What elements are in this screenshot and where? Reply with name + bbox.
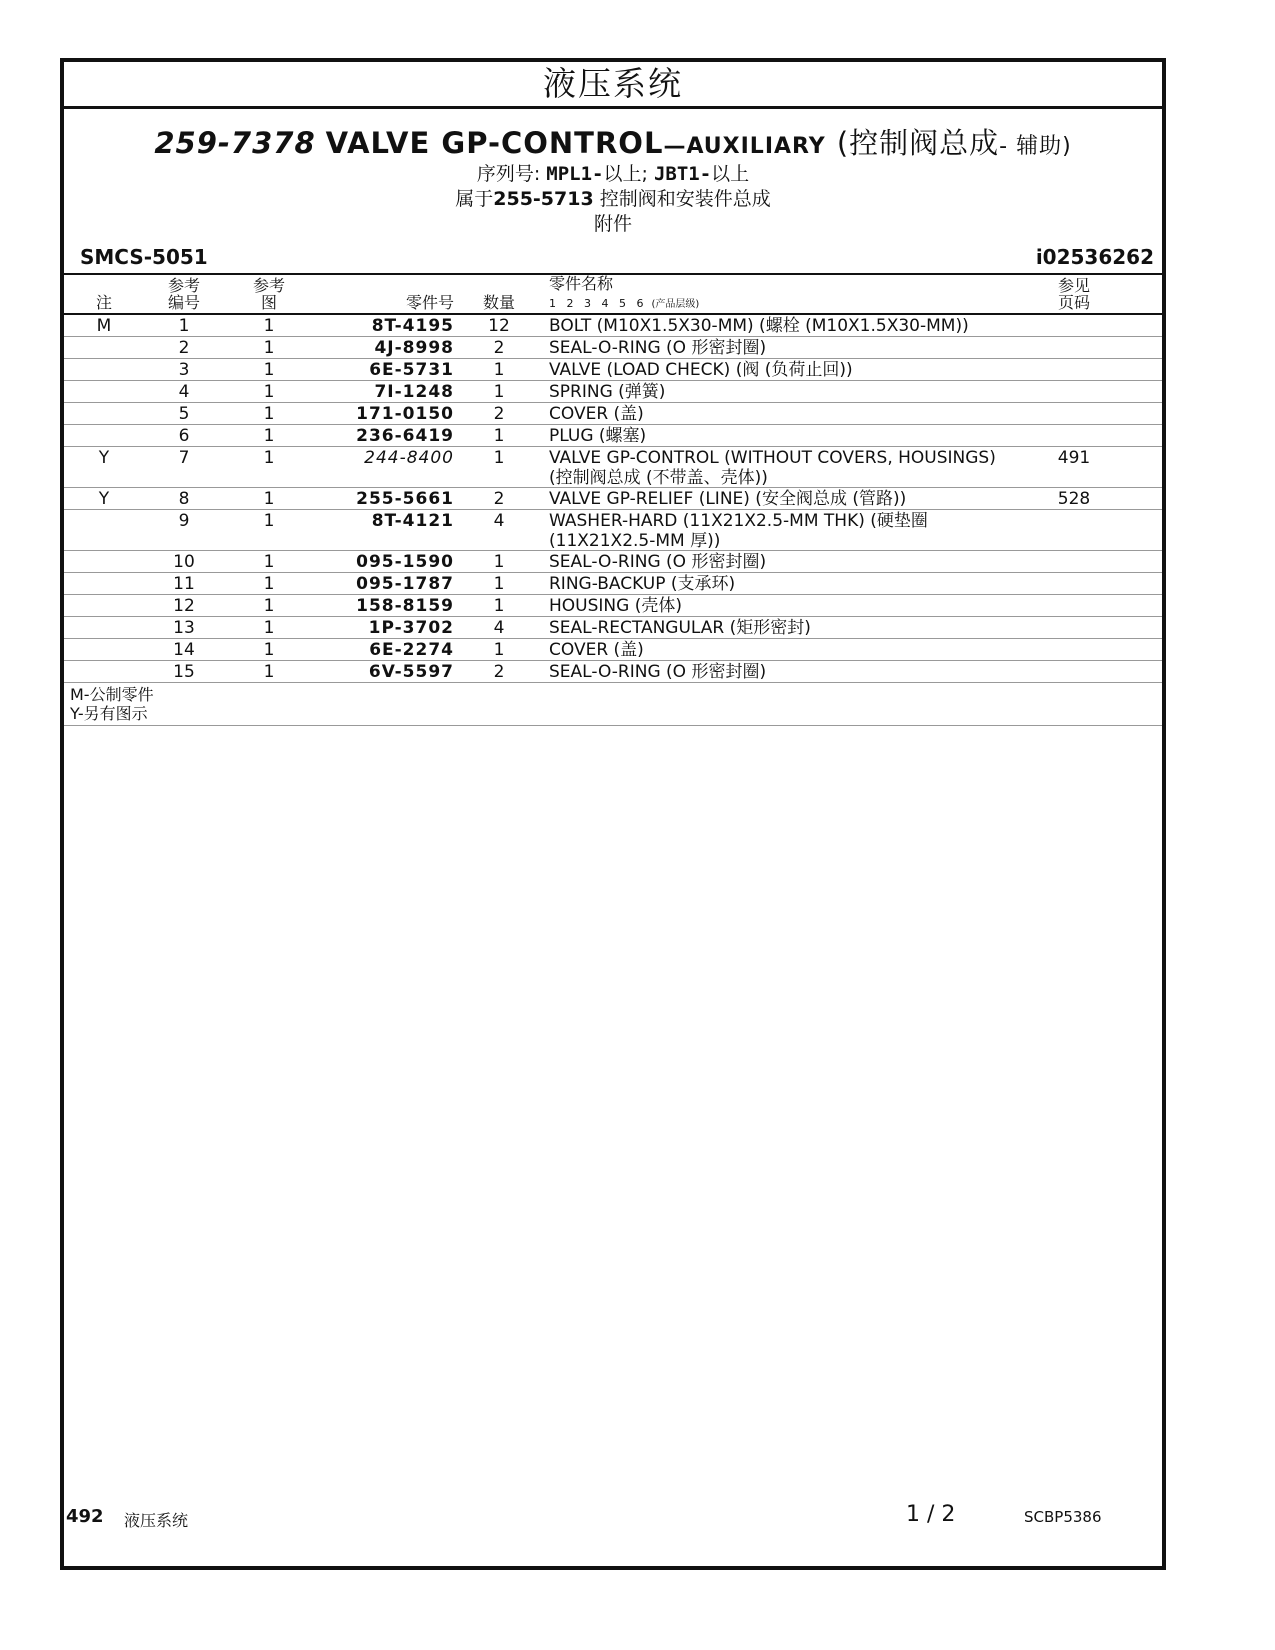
footer-page-number: 492	[66, 1506, 104, 1527]
row-part-name: PLUG (螺塞)	[549, 426, 647, 446]
row-ref-number: 14	[173, 640, 195, 660]
row-figure: 1	[263, 360, 275, 380]
title-english: VALVE GP-CONTROL	[325, 126, 664, 160]
note-metric: M-公制零件	[70, 685, 154, 704]
document-header	[64, 121, 1162, 237]
row-ref-number: 15	[173, 662, 195, 682]
id-row	[64, 243, 1162, 275]
row-part-name: VALVE GP-CONTROL (WITHOUT COVERS, HOUSINGS) (控制阀总成 (不带盖、壳体))	[549, 448, 996, 488]
page-frame	[60, 58, 1166, 1570]
table-row	[64, 639, 1162, 661]
title-chinese-sub: - 辅助)	[999, 134, 1072, 159]
row-ref-number: 1	[178, 316, 190, 336]
table-row	[64, 359, 1162, 381]
row-see-page: 528	[1057, 489, 1091, 509]
title-part-number: 259-7378	[154, 126, 316, 160]
row-part-name: VALVE (LOAD CHECK) (阀 (负荷止回))	[549, 360, 853, 380]
col-note: 注	[95, 293, 112, 312]
section-title: 液压系统	[64, 62, 1162, 109]
table-row	[64, 551, 1162, 573]
row-figure: 1	[263, 640, 275, 660]
row-quantity: 2	[493, 662, 505, 682]
title-chinese: (控制阀总成	[836, 126, 1000, 160]
row-ref-number: 7	[178, 448, 190, 468]
row-part-number: 158-8159	[356, 596, 454, 616]
row-figure: 1	[263, 404, 275, 424]
row-figure: 1	[263, 316, 275, 336]
table-row	[64, 425, 1162, 447]
table-header	[64, 275, 1162, 315]
row-quantity: 1	[493, 360, 505, 380]
col-ref-bottom: 编号	[167, 293, 200, 312]
row-part-name: SPRING (弹簧)	[549, 382, 666, 402]
table-row	[64, 617, 1162, 639]
table-row	[64, 403, 1162, 425]
row-part-name: HOUSING (壳体)	[549, 596, 682, 616]
table-row	[64, 315, 1162, 337]
row-part-number: 4J-8998	[374, 338, 454, 358]
row-part-name: SEAL-O-RING (O 形密封圈)	[549, 338, 767, 358]
title-english-sub: —AUXILIARY	[663, 134, 826, 159]
col-fig-top: 参考	[252, 276, 285, 295]
row-ref-number: 4	[178, 382, 190, 402]
row-part-number: 8T-4195	[371, 316, 454, 336]
row-figure: 1	[263, 511, 275, 531]
row-figure: 1	[263, 448, 275, 468]
serial-label: 序列号:	[476, 163, 541, 185]
row-ref-number: 8	[178, 489, 190, 509]
col-part-no: 零件号	[405, 293, 454, 312]
row-quantity: 12	[488, 316, 510, 336]
table-row	[64, 381, 1162, 403]
row-figure: 1	[263, 662, 275, 682]
row-part-name: COVER (盖)	[549, 640, 644, 660]
row-part-number: 6E-2274	[369, 640, 454, 660]
row-ref-number: 6	[178, 426, 190, 446]
serial-suffix-b: 以上	[711, 163, 750, 185]
footer-page-count: 1 / 2	[906, 1502, 956, 1527]
row-quantity: 1	[493, 574, 505, 594]
row-figure: 1	[263, 489, 275, 509]
table-row	[64, 573, 1162, 595]
table-row	[64, 661, 1162, 683]
row-quantity: 1	[493, 426, 505, 446]
row-quantity: 2	[493, 489, 505, 509]
row-figure: 1	[263, 338, 275, 358]
table-row	[64, 510, 1162, 551]
row-figure: 1	[263, 426, 275, 446]
col-page-bottom: 页码	[1057, 293, 1090, 312]
table-row	[64, 488, 1162, 510]
row-ref-number: 11	[173, 574, 195, 594]
page-footer	[0, 1500, 1275, 1540]
attachment-label: 附件	[593, 213, 632, 235]
belongs-prefix: 属于	[455, 188, 494, 210]
row-quantity: 1	[493, 552, 505, 572]
table-row	[64, 337, 1162, 359]
row-ref-number: 13	[173, 618, 195, 638]
belongs-description: 控制阀和安装件总成	[599, 188, 771, 210]
row-see-page: 491	[1057, 448, 1091, 468]
table-row	[64, 447, 1162, 488]
belongs-part-number: 255-5713	[493, 188, 594, 210]
col-qty: 数量	[482, 293, 515, 312]
row-figure: 1	[263, 574, 275, 594]
document-title	[64, 121, 1162, 162]
row-part-number: 095-1787	[356, 574, 454, 594]
row-part-name: SEAL-RECTANGULAR (矩形密封)	[549, 618, 811, 638]
smcs-code: SMCS-5051	[80, 245, 208, 269]
row-quantity: 1	[493, 382, 505, 402]
row-part-name: WASHER-HARD (11X21X2.5-MM THK) (硬垫圈 (11X21X2.5-MM 厚))	[549, 511, 928, 551]
row-ref-number: 12	[173, 596, 195, 616]
row-ref-number: 5	[178, 404, 190, 424]
row-part-number: 7I-1248	[374, 382, 454, 402]
col-levels-note: (产品层级)	[651, 299, 700, 310]
serial-line	[64, 162, 1162, 187]
row-quantity: 4	[493, 618, 505, 638]
row-part-name: BOLT (M10X1.5X30-MM) (螺栓 (M10X1.5X30-MM))	[549, 316, 969, 336]
belongs-line	[64, 187, 1162, 212]
row-ref-number: 9	[178, 511, 190, 531]
parts-table-body	[64, 315, 1162, 683]
note-illustrated: Y-另有图示	[70, 704, 148, 723]
serial-prefix-a: MPL1-	[546, 163, 604, 185]
row-figure: 1	[263, 596, 275, 616]
row-part-number: 236-6419	[356, 426, 454, 446]
row-note: Y	[98, 489, 110, 509]
row-quantity: 1	[493, 640, 505, 660]
row-part-number: 6V-5597	[368, 662, 454, 682]
row-part-name: SEAL-O-RING (O 形密封圈)	[549, 552, 767, 572]
col-fig-bottom: 图	[260, 293, 277, 312]
row-part-name: SEAL-O-RING (O 形密封圈)	[549, 662, 767, 682]
row-quantity: 2	[493, 404, 505, 424]
row-figure: 1	[263, 618, 275, 638]
footer-code: SCBP5386	[1024, 1508, 1102, 1526]
col-ref-top: 参考	[167, 276, 200, 295]
row-part-number: 255-5661	[356, 489, 454, 509]
row-quantity: 4	[493, 511, 505, 531]
row-part-number: 6E-5731	[369, 360, 454, 380]
row-part-number: 8T-4121	[371, 511, 454, 531]
row-part-name: RING-BACKUP (支承环)	[549, 574, 736, 594]
row-quantity: 1	[493, 448, 505, 468]
row-ref-number: 3	[178, 360, 190, 380]
col-page-top: 参见	[1057, 276, 1090, 295]
table-row	[64, 595, 1162, 617]
row-part-name: COVER (盖)	[549, 404, 644, 424]
col-name: 零件名称	[549, 274, 614, 293]
row-part-number: 1P-3702	[368, 618, 454, 638]
col-levels-numbers: 1 2 3 4 5 6	[549, 297, 644, 310]
serial-prefix-b: JBT1-	[653, 163, 712, 185]
footer-section: 液压系统	[124, 1511, 189, 1530]
notes-block	[64, 683, 1162, 726]
col-levels	[549, 295, 699, 313]
serial-suffix-a: 以上;	[603, 163, 648, 185]
row-note: M	[96, 316, 112, 336]
row-ref-number: 10	[173, 552, 195, 572]
row-note: Y	[98, 448, 110, 468]
row-ref-number: 2	[178, 338, 190, 358]
document-id: i02536262	[1035, 245, 1154, 269]
row-part-number: 171-0150	[356, 404, 454, 424]
row-part-number: 244-8400	[364, 448, 454, 468]
row-part-name: VALVE GP-RELIEF (LINE) (安全阀总成 (管路))	[549, 489, 907, 509]
row-figure: 1	[263, 552, 275, 572]
row-figure: 1	[263, 382, 275, 402]
row-quantity: 1	[493, 596, 505, 616]
row-quantity: 2	[493, 338, 505, 358]
row-part-number: 095-1590	[356, 552, 454, 572]
